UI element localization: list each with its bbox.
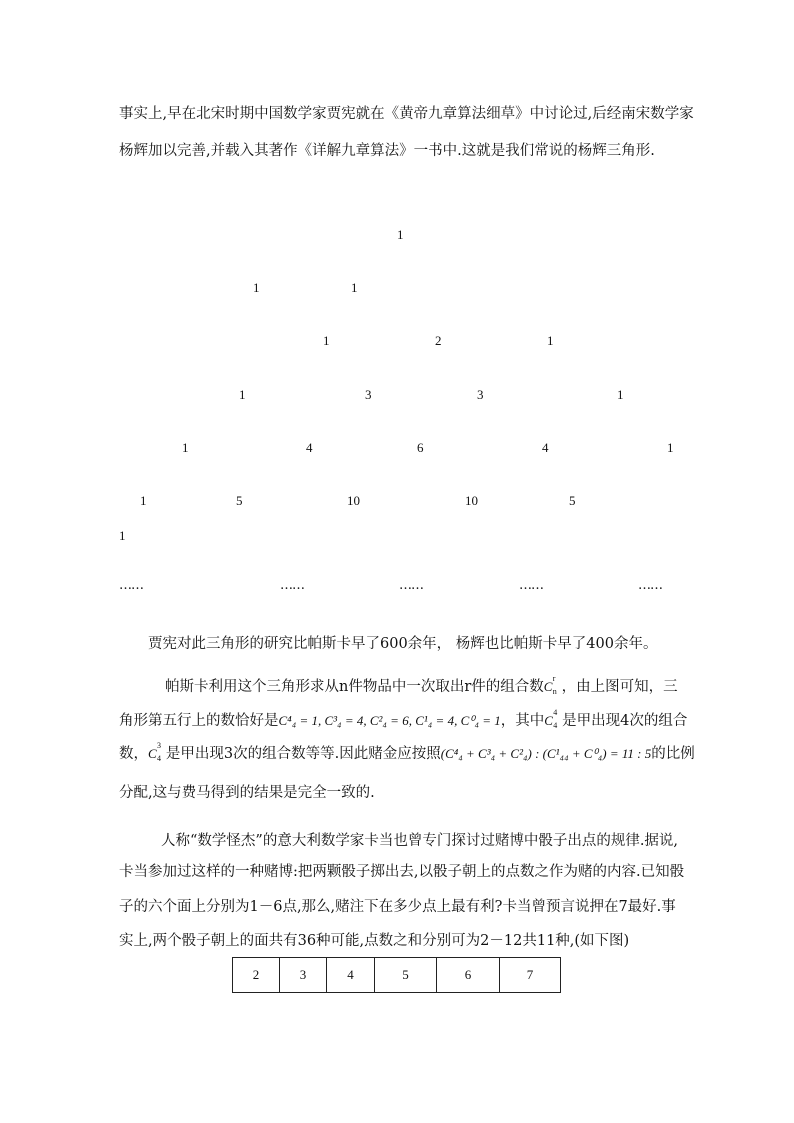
triangle-ellipsis: ……	[280, 578, 304, 593]
triangle-number: 3	[365, 387, 372, 402]
triangle-number: 1	[351, 280, 358, 295]
triangle-number: 10	[347, 493, 360, 508]
triangle-number: 4	[542, 440, 549, 455]
triangle-ellipsis: ……	[519, 578, 543, 593]
triangle-number: 1	[617, 387, 624, 402]
paragraph3-text: 是甲出现3次的组合数等等.因此赌金应按照	[165, 746, 441, 762]
triangle-number: 1	[397, 227, 404, 242]
table-cell: 3	[280, 958, 327, 993]
triangle-ellipsis: ……	[399, 578, 423, 593]
table-cell: 4	[327, 958, 375, 993]
combination-symbol: C 3 4	[148, 741, 161, 763]
table-cell: 7	[500, 958, 561, 993]
paragraph3-text: 的比例	[651, 746, 695, 762]
triangle-number: 1	[667, 440, 674, 455]
paragraph1-line2: 杨辉加以完善,并载入其著作《详解九章算法》一书中.这就是我们常说的杨辉三角形.	[119, 143, 655, 159]
triangle-number: 1	[253, 280, 260, 295]
combination-symbol: C 4 4	[544, 708, 558, 730]
table-cell: 6	[437, 958, 500, 993]
paragraph3-line3	[119, 742, 695, 763]
paragraph3-text: 是甲出现4次的组合	[562, 713, 688, 729]
triangle-number: 2	[435, 333, 442, 348]
combination-symbol: C r n	[543, 674, 557, 696]
triangle-number: 10	[465, 493, 478, 508]
paragraph1-line1: 事实上,早在北宋时期中国数学家贾宪就在《黄帝九章算法细草》中讨论过,后经南宋数学家	[119, 106, 694, 122]
paragraph3-line1	[165, 675, 678, 696]
table-cell: 2	[233, 958, 280, 993]
paragraph2: 贾宪对此三角形的研究比帕斯卡早了600余年， 杨辉也比帕斯卡早了400余年。	[148, 636, 658, 652]
triangle-number: 1	[182, 440, 189, 455]
table-row	[233, 958, 561, 993]
triangle-number: 3	[477, 387, 484, 402]
dice-sum-table	[232, 957, 561, 993]
triangle-number: 1	[119, 528, 126, 543]
paragraph4-line2: 卡当参加过这样的一种赌博:把两颗骰子掷出去,以骰子朝上的点数之作为赌的内容.已知骰	[119, 864, 685, 880]
triangle-number: 5	[236, 493, 243, 508]
paragraph3-line4: 分配,这与费马得到的结果是完全一致的.	[119, 785, 375, 801]
triangle-ellipsis: ……	[119, 578, 143, 593]
triangle-ellipsis: ……	[638, 578, 662, 593]
paragraph3-text: ，由上图可知，三	[561, 679, 678, 695]
paragraph4-line4: 实上,两个骰子朝上的面共有36种可能,点数之和分别可为2－12共11种,(如下图)	[119, 933, 630, 949]
paragraph3-line2	[119, 709, 687, 730]
combination-values-formula: C⁴₄ = 1, C³₄ = 4, C²₄ = 6, C¹₄ = 4, C⁰₄ = 1	[278, 713, 501, 728]
paragraph3-text: 角形第五行上的数恰好是	[119, 713, 279, 729]
paragraph4-line1: 人称“数学怪杰”的意大利数学家卡当也曾专门探讨过赌博中骰子出点的规律.据说,	[161, 833, 679, 849]
ratio-formula: (C⁴₄ + C³₄ + C²₄) : (C¹₄₄ + C⁰₄) = 11 : 5	[440, 746, 652, 761]
triangle-number: 5	[569, 493, 576, 508]
table-cell: 5	[375, 958, 437, 993]
paragraph3-text: ，其中	[500, 713, 545, 729]
paragraph3-text: 帕斯卡利用这个三角形求从n件物品中一次取出r件的组合数	[165, 679, 544, 695]
triangle-number: 1	[239, 387, 246, 402]
triangle-number: 1	[547, 333, 554, 348]
triangle-number: 1	[140, 493, 147, 508]
paragraph4-line3: 子的六个面上分别为1－6点,那么,赌注下在多少点上最有利?卡当曾预言说押在7最好.事	[119, 899, 676, 915]
paragraph3-text: 数，	[119, 746, 148, 762]
triangle-number: 1	[323, 333, 330, 348]
triangle-number: 6	[417, 440, 424, 455]
triangle-number: 4	[306, 440, 313, 455]
